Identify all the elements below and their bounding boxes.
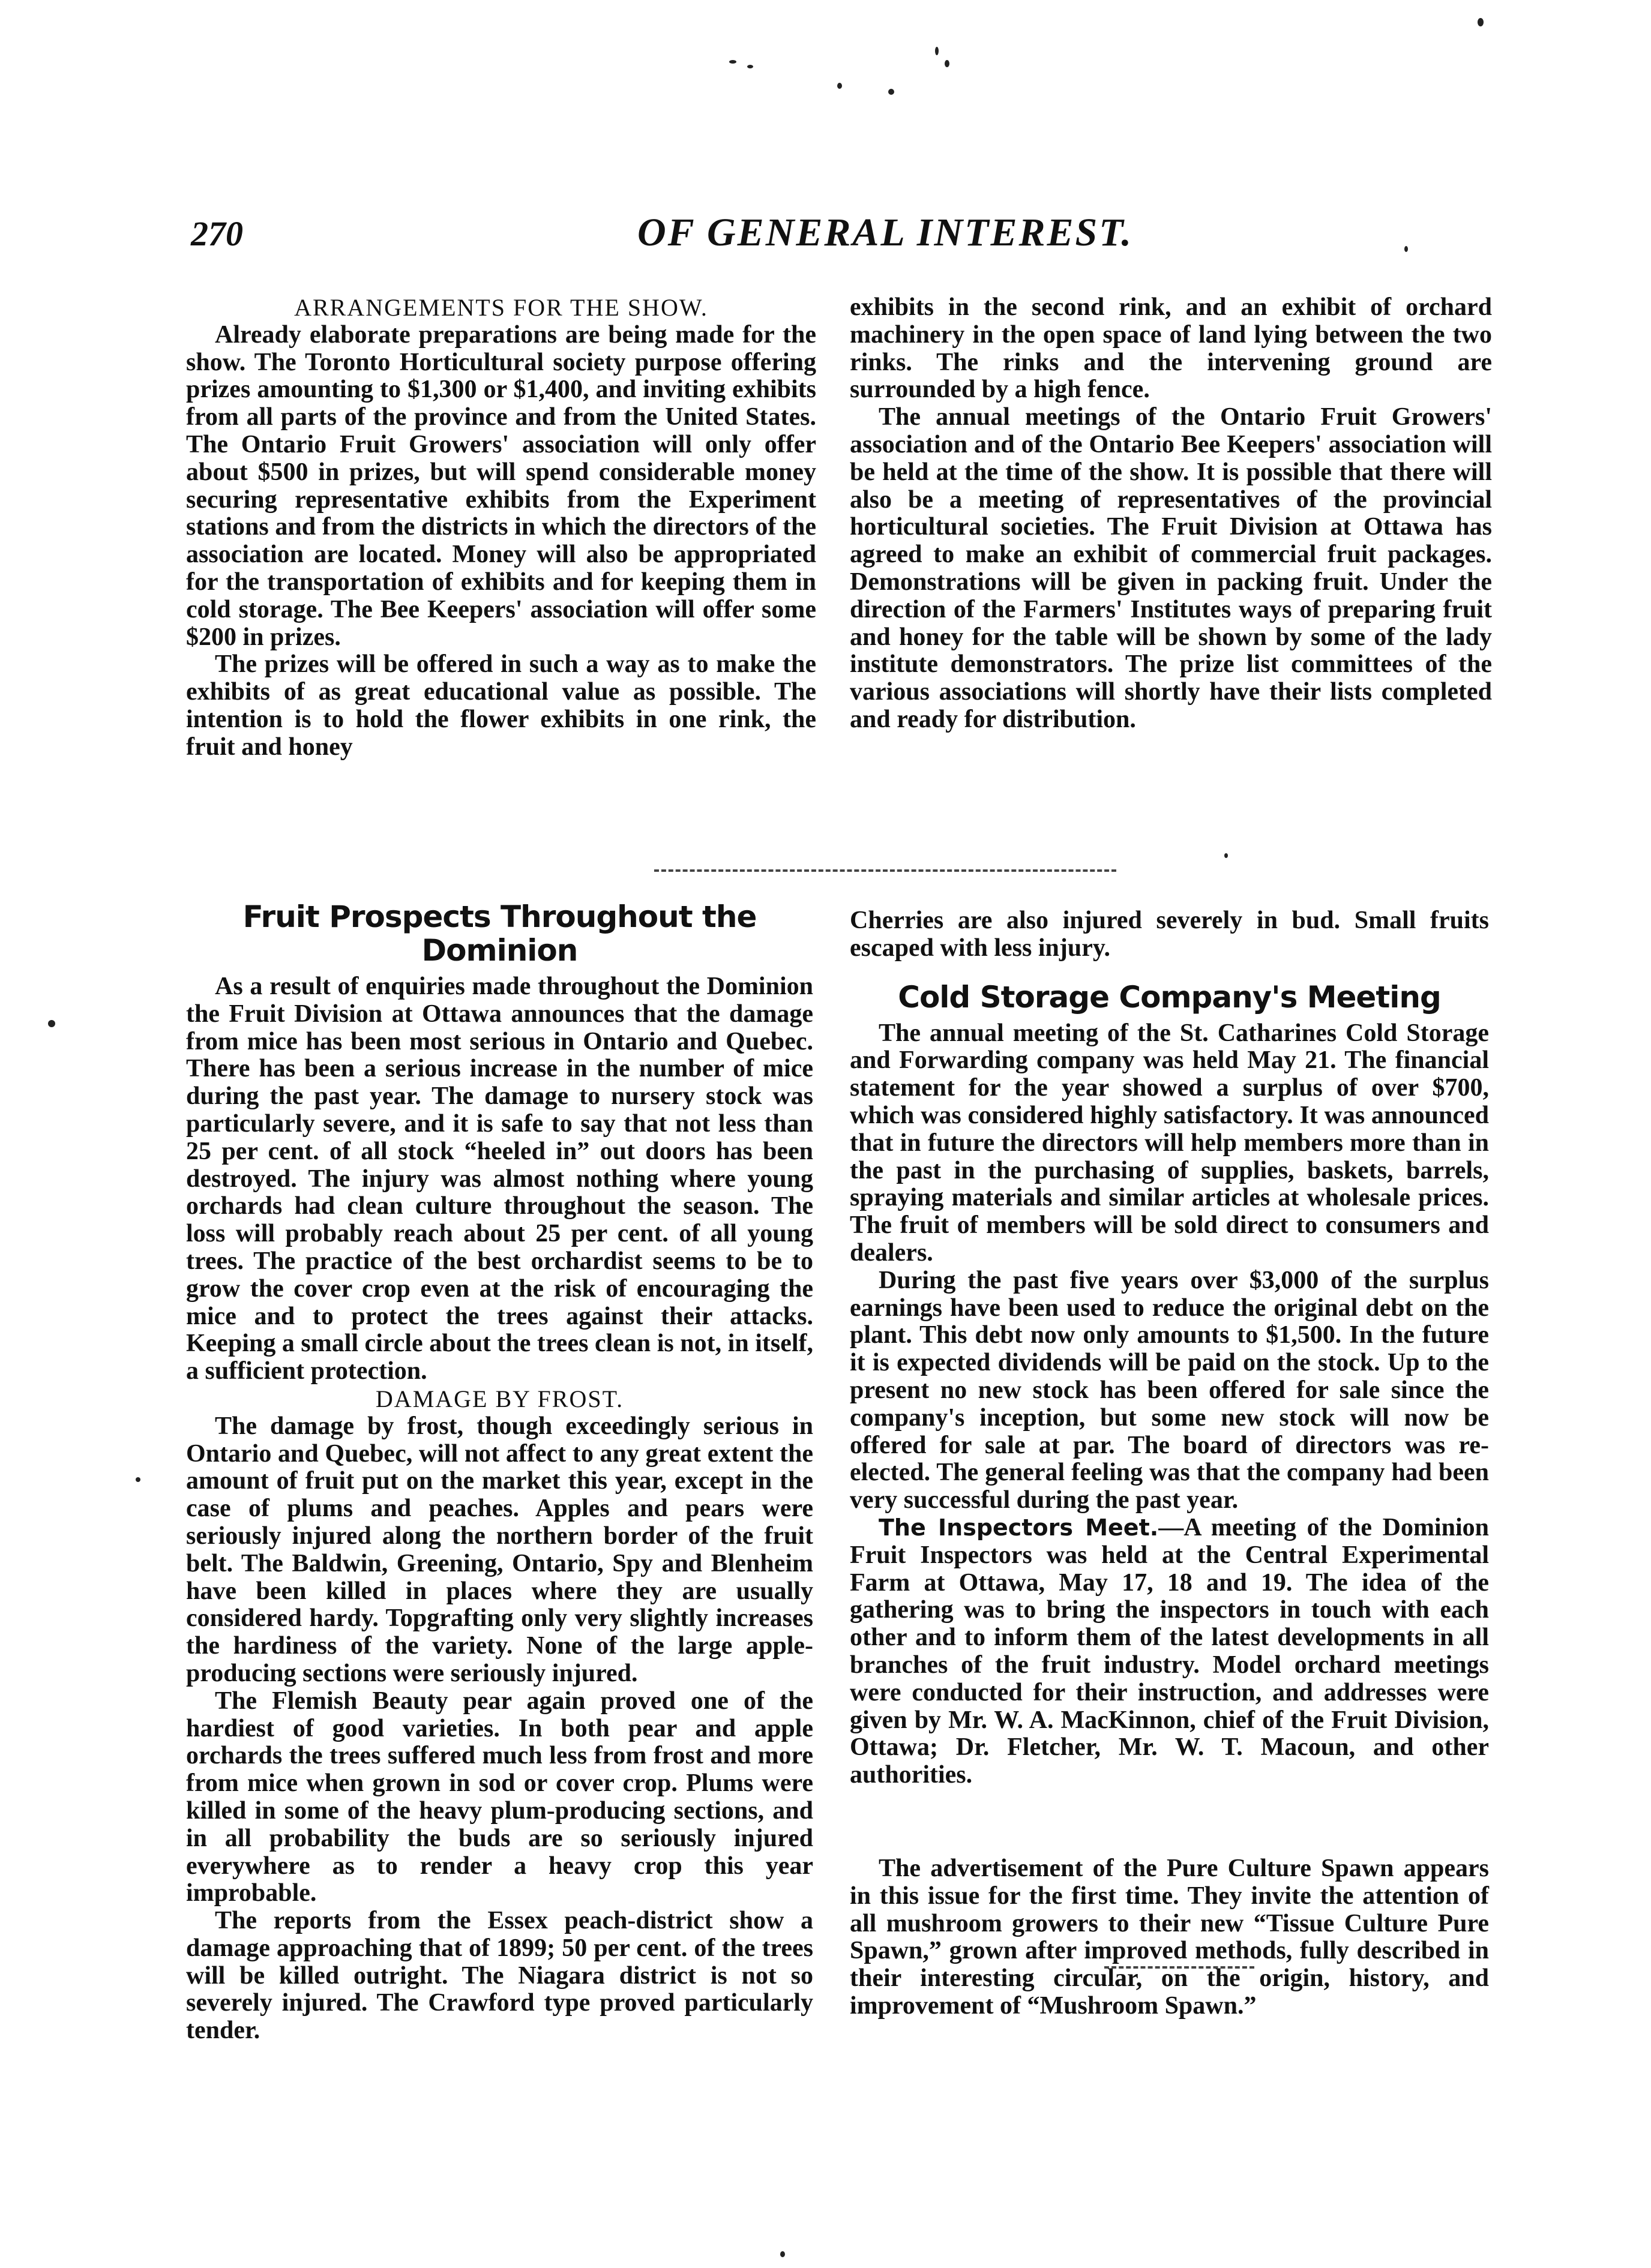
paragraph: The Flemish Beauty pear again proved one of the hardiest of good varieties. In both pear and apple orchards the trees suffered much less from frost and more from mice when grown in sod or cover crop. Plums were killed in some of the heavy plum-producing sections, and in all probability the buds are so seriously injured everywhere as to render a heavy crop this year improbable. [186, 1687, 813, 1907]
short-divider [1104, 1966, 1254, 1969]
scan-speck [747, 65, 753, 68]
page-number: 270 [191, 214, 243, 253]
scan-speck [780, 2251, 785, 2257]
article-heading-cold-storage: Cold Storage Company's Meeting [898, 979, 1441, 1015]
section-heading-arrangements: ARRANGEMENTS FOR THE SHOW. [294, 294, 708, 321]
column-top-right [850, 294, 1492, 734]
running-head: OF GENERAL INTEREST. [637, 211, 1133, 254]
inspectors-text: —A meeting of the Dominion Fruit Inspectors was held at the Central Experimental Farm at Ottawa, May 17, 18 and 19. The idea of the gathering was to bring the inspectors in touch with each other and to inform them of the latest developments in all branches of the fruit industry. Model orchard meetings were conducted for their instruction, and addresses were given by Mr. W. A. MacKinnon, chief of the Fruit Division, Ottawa; Dr. Fletcher, Mr. W. T. Macoun, and other authorities. [850, 1513, 1489, 1789]
paragraph: exhibits in the second rink, and an exhibit of orchard machinery in the open space of land lying between the two rinks. The rinks and the intervening ground are surrounded by a high fence. [850, 293, 1492, 404]
article-heading-fruit-prospects: Fruit Prospects Throughout the Dominion [242, 899, 757, 968]
paragraph-continuation: Cherries are also injured severely in bud. Small fruits escaped with less injury. [850, 907, 1489, 962]
paragraph-advertisement: The advertisement of the Pure Culture Spawn appears in this issue for the first time. They invite the attention of all mushroom growers to their new “Tissue Culture Pure Spawn,” grown after improved methods, fully described in their interesting circular, on the origin, history, and improvement of “Mushroom Spawn.” [850, 1854, 1489, 2020]
paragraph-inspectors [850, 1514, 1489, 1789]
scan-speck [136, 1477, 140, 1482]
runin-inspectors-meet: The Inspectors Meet. [879, 1514, 1159, 1541]
section-divider [654, 869, 1116, 872]
paragraph: The reports from the Essex peach-district show a damage approaching that of 1899; 50 per cent. of the trees will be killed outright. The Niagara district is not so severely injured. The Crawford type proved particularly tender. [186, 1907, 813, 2045]
column-fruit-prospects [186, 900, 813, 2045]
paragraph: Already elaborate preparations are being made for the show. The Toronto Horticultural society purpose offering prizes amounting to $1,300 or $1,400, and inviting exhibits from all parts of the province and from the United States. The Ontario Fruit Growers' association will only offer about $500 in prizes, but will spend considerable money securing representative exhibits from the Experiment stations and from the districts in which the directors of the association are located. Money will also be appropriated for the transportation of exhibits and for keeping them in cold storage. The Bee Keepers' association will offer some $200 in prizes. [186, 320, 816, 651]
scan-speck [945, 60, 949, 67]
paragraph: The prizes will be offered in such a way as to make the exhibits of as great educational value as possible. The intention is to hold the flower exhibits in one rink, the fruit and honey [186, 650, 816, 761]
paragraph: During the past five years over $3,000 of the surplus earnings have been used to reduce the original debt on the plant. This debt now only amounts to $1,500. In the future it is expected dividends will be paid on the stock. Up to the present no new stock has been offered for sale since the company's inception, but some new stock will now be offered for sale at par. The board of directors was re-elected. The general feeling was that the company had been very successful during the past year. [850, 1266, 1489, 1514]
scan-speck [1404, 246, 1408, 252]
paragraph: The annual meeting of the St. Catharines Cold Storage and Forwarding company was held May 21. The financial statement for the year showed a surplus of over $700, which was considered highly satisfactory. It was announced that in future the directors will help members more than in the past in the purchasing of supplies, baskets, barrels, spraying materials and similar articles at wholesale prices. The fruit of members will be sold direct to consumers and dealers. [850, 1019, 1489, 1267]
scan-speck [935, 47, 939, 55]
paragraph: The annual meetings of the Ontario Fruit Growers' association and of the Ontario Bee Keepers' association will be held at the time of the show. It is possible that there will also be a meeting of representatives of the provincial horticultural societies. The Fruit Division at Ottawa has agreed to make an exhibit of commercial fruit packages. Demonstrations will be given in packing fruit. Under the direction of the Farmers' Institutes ways of preparing fruit and honey for the table will be shown by some of the lady institute demonstrators. The prize list committees of the various associations will shortly have their lists completed and ready for distribution. [850, 403, 1492, 733]
scan-speck [888, 89, 894, 95]
paragraph: The damage by frost, though exceedingly serious in Ontario and Quebec, will not affect to any great extent the amount of fruit put on the market this year, except in the case of plums and peaches. Apples and pears were seriously injured along the northern border of the fruit belt. The Baldwin, Greening, Ontario, Spy and Blenheim have been killed in places where they are usually considered hardy. Topgrafting only very slightly increases the hardiness of the variety. None of the large apple-producing sections were seriously injured. [186, 1412, 813, 1687]
scan-speck [48, 1020, 55, 1027]
scan-speck [837, 83, 842, 89]
scan-speck [1478, 18, 1484, 26]
scan-speck [1224, 853, 1228, 858]
column-bottom-right [850, 907, 1489, 2020]
scan-speck [729, 60, 736, 64]
subheading-damage-by-frost: DAMAGE BY FROST. [375, 1385, 624, 1412]
column-top-left [186, 294, 816, 761]
paragraph: As a result of enquiries made throughout the Dominion the Fruit Division at Ottawa announces that the damage from mice has been most serious in Ontario and Quebec. There has been a serious increase in the number of mice during the past year. The damage to nursery stock was particularly severe, and it is safe to say that not less than 25 per cent. of all stock “heeled in” out doors has been destroyed. The injury was almost nothing where young orchards had clean culture throughout the season. The loss will probably reach about 25 per cent. of all young trees. The practice of the best orchardist seems to be to grow the cover crop even at the risk of encouraging the mice and to protect the trees against their attacks. Keeping a small circle about the trees clean is not, in itself, a sufficient protection. [186, 973, 813, 1385]
